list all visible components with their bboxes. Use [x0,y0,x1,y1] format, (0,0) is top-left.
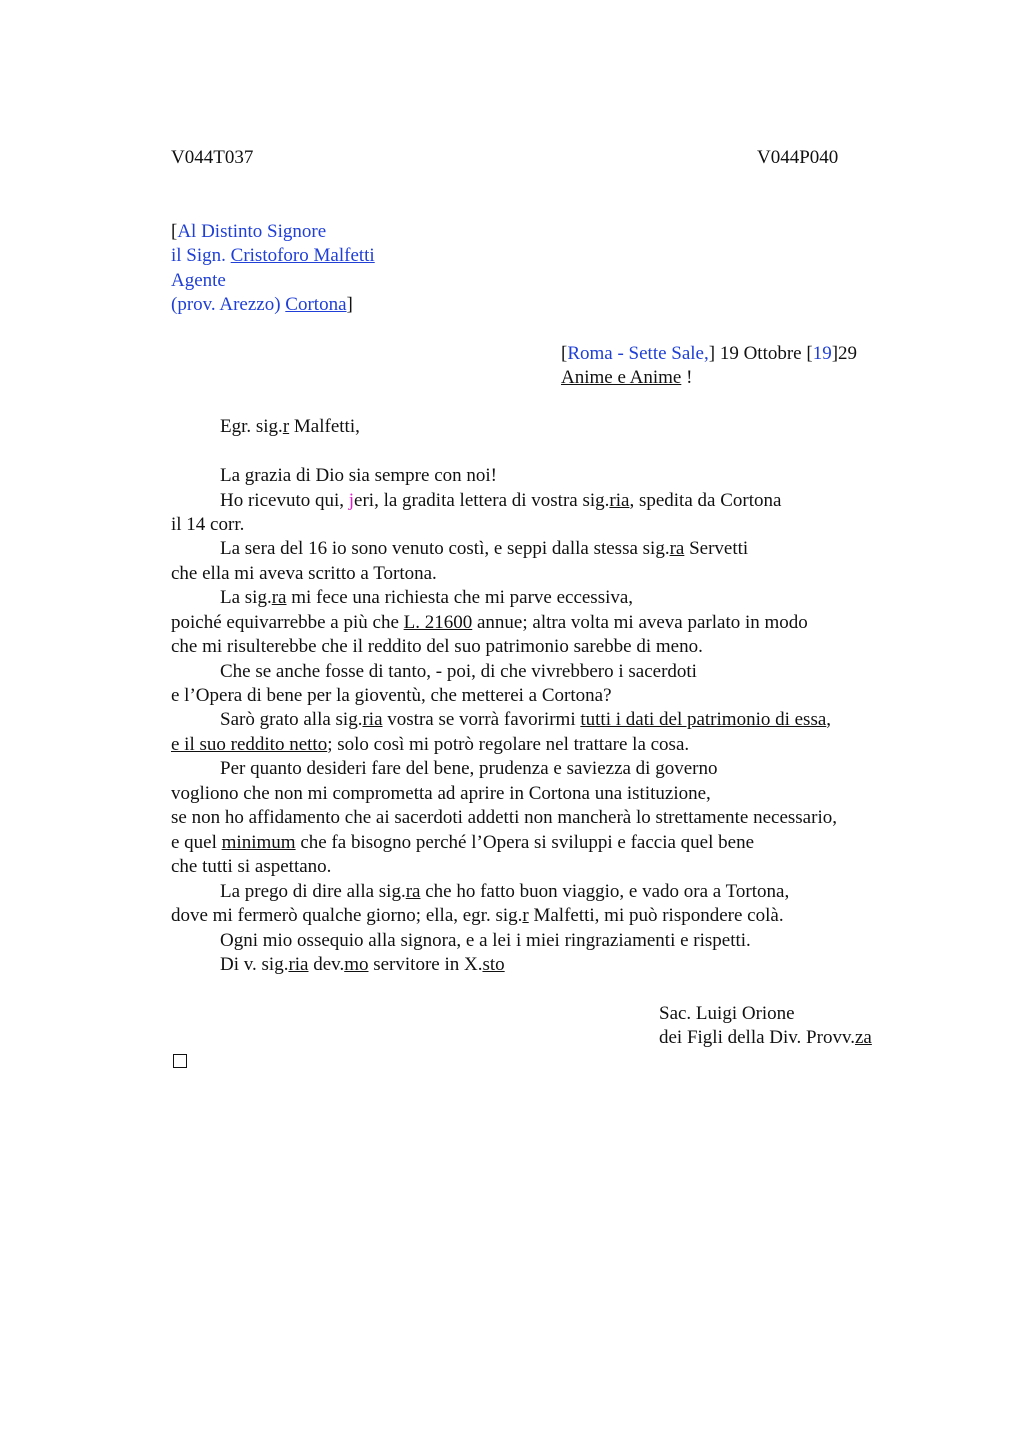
body-line: Per quanto desideri fare del bene, prudenza e saviezza di governo [220,758,718,779]
body-line: che ella mi aveva scritto a Tortona. [171,563,437,584]
motto-end: ! [681,367,693,388]
year-suffix: ]29 [831,343,858,364]
dateline: [Roma - Sette Sale,] 19 Ottobre [19]29 [561,343,858,364]
body-line: se non ho affidamento che ai sacerdoti addetti non mancherà lo strettamente necessario, [171,807,837,828]
body-line: Che se anche fosse di tanto, - poi, di che vivrebbero i sacerdoti [220,661,697,682]
body-line: e quel minimum che fa bisogno perché l’Opera si sviluppi e faccia quel bene [171,832,755,853]
body-line: La grazia di Dio sia sempre con noi! [220,465,497,486]
body-line: e l’Opera di bene per la gioventù, che metterei a Cortona? [171,685,612,706]
motto-text: Anime e Anime [561,367,682,388]
address-line-1 [171,220,326,244]
body-line: Ogni mio ossequio alla signora, e a lei i miei ringraziamenti e rispetti. [220,930,751,951]
signature-name: Sac. Luigi Orione [659,1003,795,1024]
document-code-right: V044P040 [757,147,839,168]
body-line: La sig.ra mi fece una richiesta che mi parve eccessiva, [220,587,634,608]
motto [561,366,692,390]
address-line-2 [171,244,375,268]
date: 19 Ottobre [ [715,343,813,364]
body-line: vogliono che non mi comprometta ad aprire in Cortona una istituzione, [171,783,711,804]
place: Roma - Sette Sale, [567,343,709,364]
document-code-left: V044T037 [171,147,254,168]
abbr: r [282,416,290,437]
body-line: Ho ricevuto qui, jeri, la gradita lettera di vostra sig.ria, spedita da Cortona [220,490,782,511]
body-line: il 14 corr. [171,514,245,535]
body-line: e il suo reddito netto; solo così mi potrò regolare nel trattare la cosa. [171,734,690,755]
salutation-post: Malfetti, [289,416,360,437]
body-line: dove mi fermerò qualche giorno; ella, egr. sig.r Malfetti, mi può rispondere colà. [171,905,784,926]
bracket: ] [346,294,353,315]
city: Cortona [285,294,347,315]
year-prefix: 19 [812,343,832,364]
end-marker-icon [173,1054,187,1068]
bracket: [ [171,221,178,242]
salutation-pre: Egr. sig. [220,416,283,437]
body-line: La sera del 16 io sono venuto costì, e seppi dalla stessa sig.ra Servetti [220,538,749,559]
address-prefix: il Sign. [171,245,231,266]
recipient-name: Cristoforo Malfetti [230,245,375,266]
address-line-4 [171,293,353,317]
body-line: La prego di dire alla sig.ra che ho fatto buon viaggio, e vado ora a Tortona, [220,881,790,902]
body-line: poiché equivarrebbe a più che L. 21600 annue; altra volta mi aveva parlato in modo [171,612,808,633]
body-line: che tutti si aspettano. [171,856,332,877]
salutation [220,415,360,439]
closing-line: Di v. sig.ria dev.mo servitore in X.sto [220,954,505,975]
address-line-3: Agente [171,270,226,291]
address-title: Al Distinto Signore [177,221,327,242]
province: (prov. Arezzo) [171,294,286,315]
editorial-mark: j [348,490,355,511]
body-line: Sarò grato alla sig.ria vostra se vorrà favorirmi tutti i dati del patrimonio di essa, [220,709,832,730]
signature-congregation: dei Figli della Div. Provv.za [659,1027,872,1048]
body-line: che mi risulterebbe che il reddito del suo patrimonio sarebbe di meno. [171,636,703,657]
